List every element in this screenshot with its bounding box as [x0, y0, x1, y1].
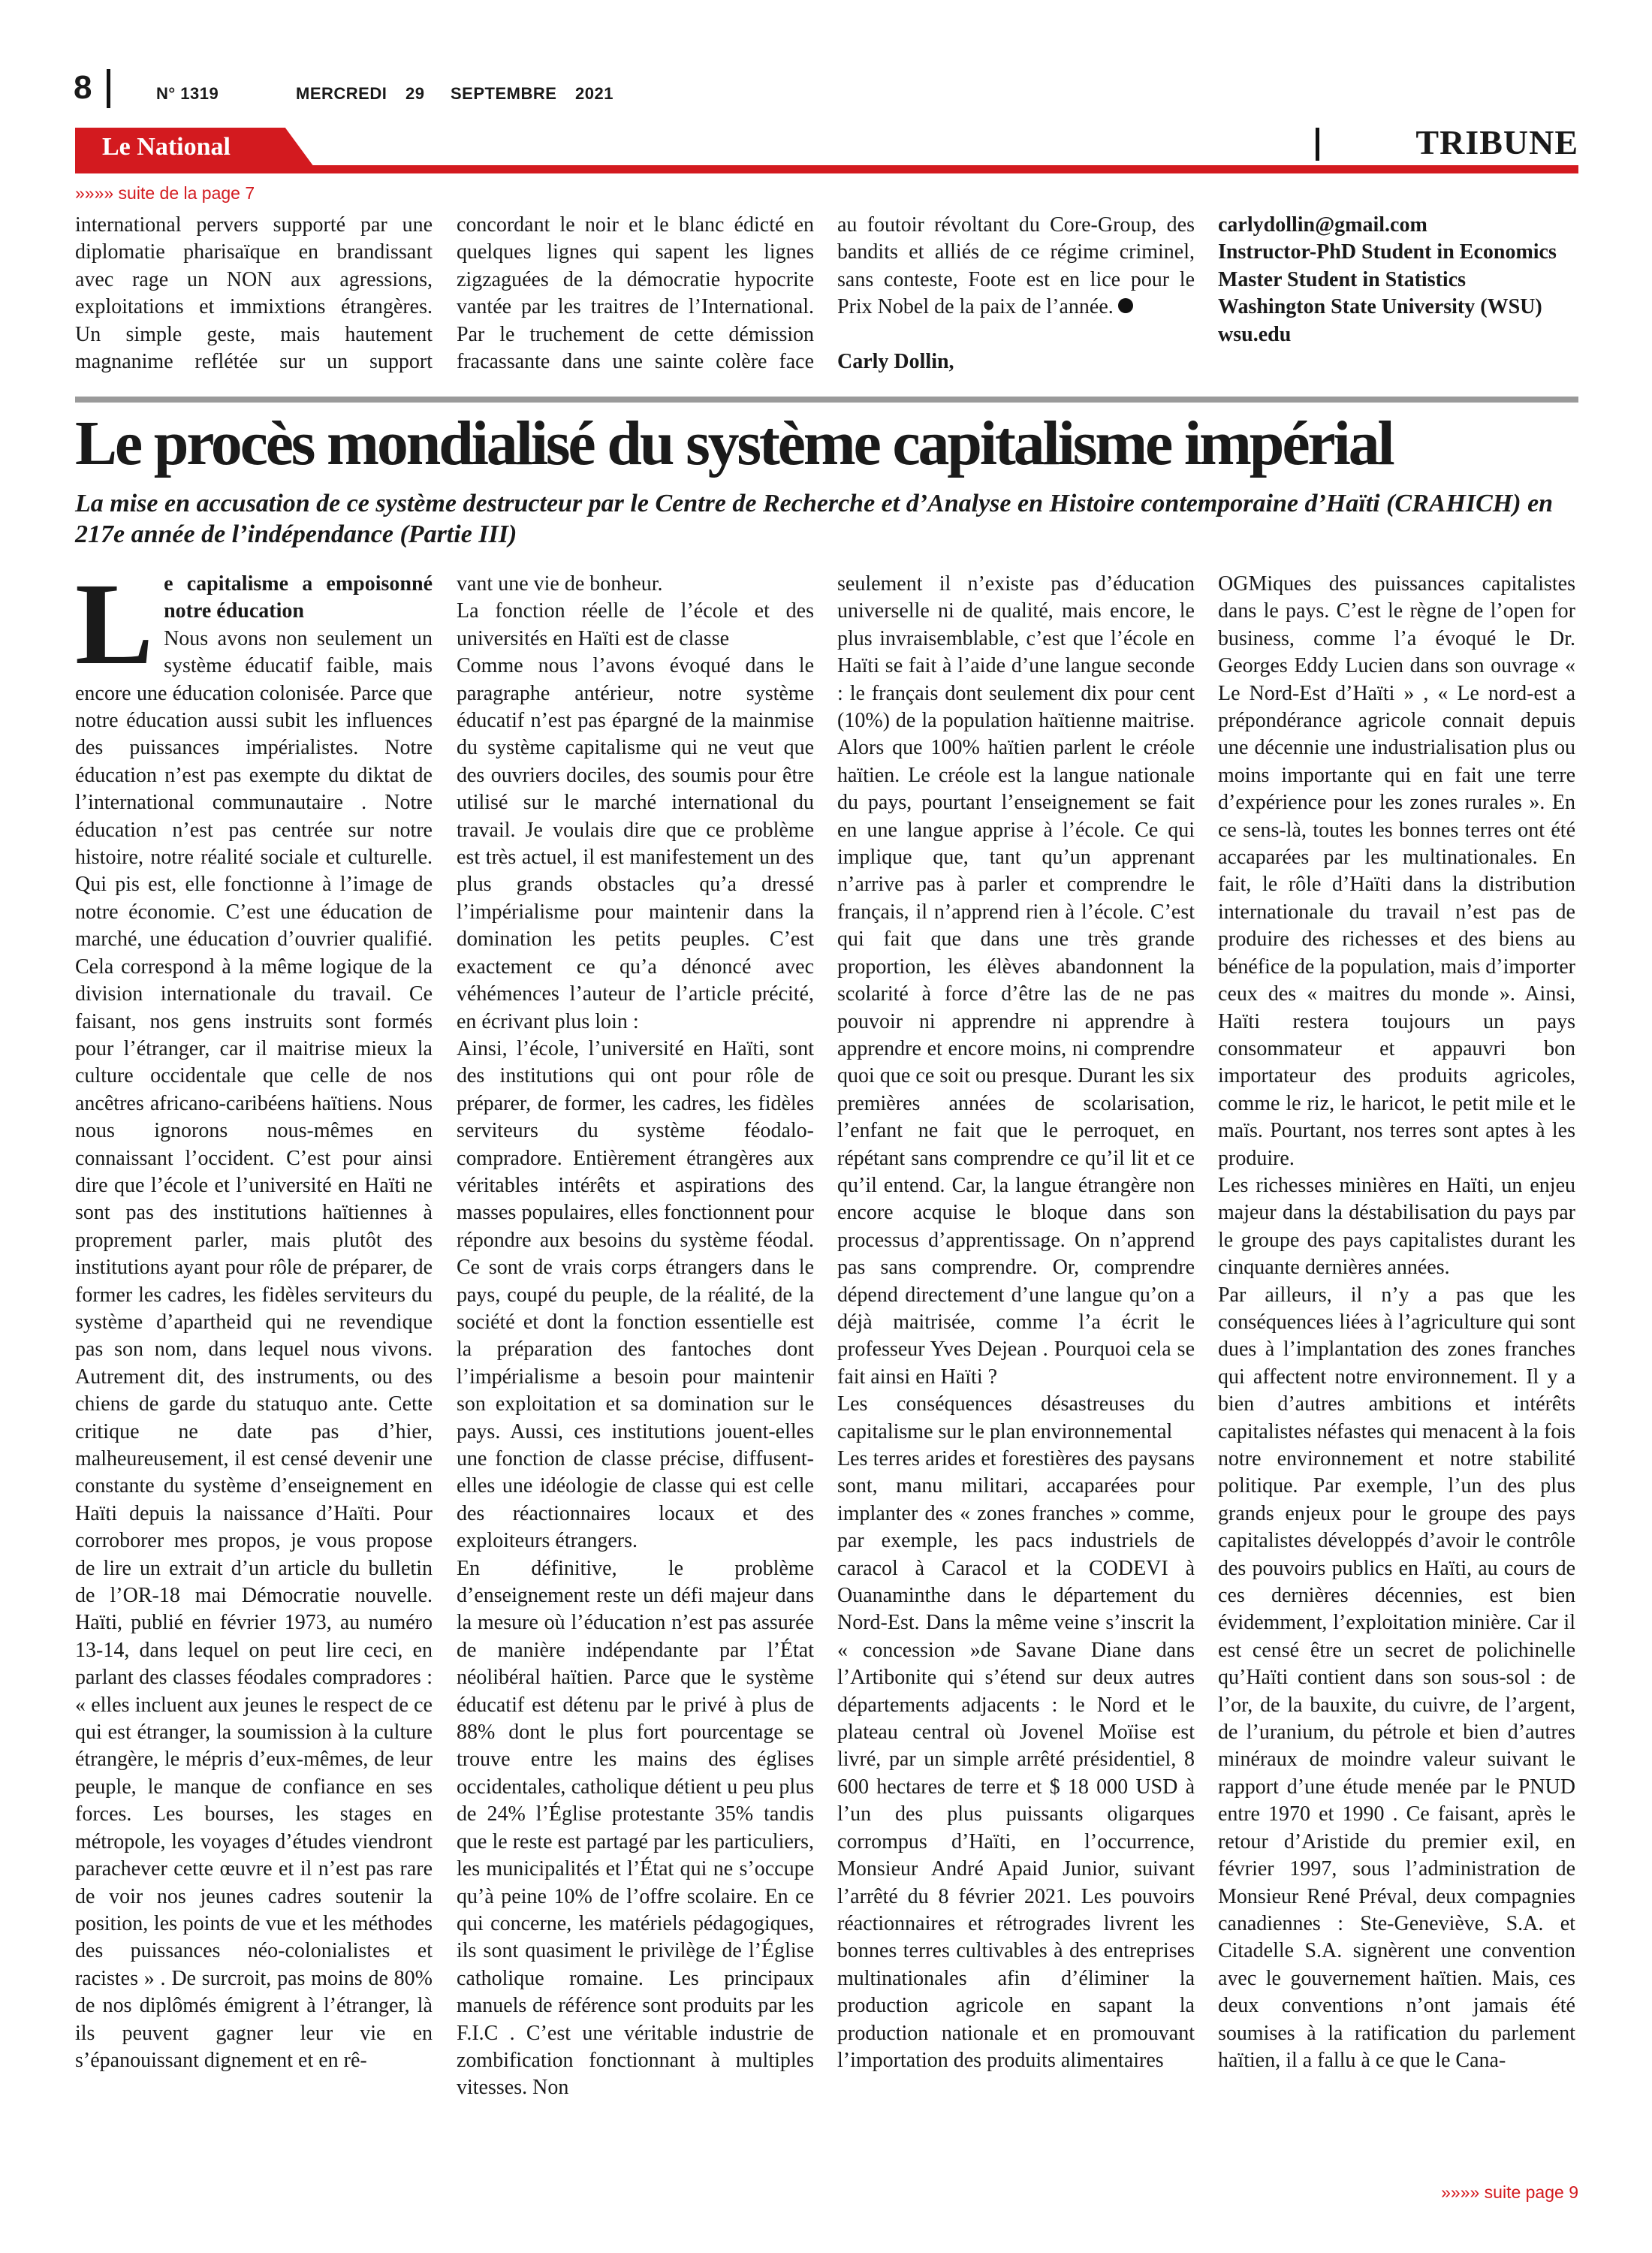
author-email[interactable]: carlydollin@gmail.com: [1218, 213, 1427, 237]
author-university: Washington State University (WSU): [1218, 295, 1542, 319]
paragraph: international pervers supporté par une diplomatie pharisaïque en brandissant avec rage un NON aux agressions, exploitations et immixtions étrangères. Un simple geste, mais hautement magnanime reflétée sur un support: [75, 213, 433, 374]
section-title: TRIBUNE: [1415, 123, 1578, 161]
article-subheadline: La mise en accusation de ce système destructeur par le Centre de Recherche et d’Analyse en Histoire contemporaine d’Haïti (CRAHICH) en 217e année de l’indépendance (Partie III): [75, 490, 1554, 548]
paragraph: vant une vie de bonheur.: [457, 572, 663, 596]
paragraph: Nous avons non seulement un système éducatif faible, mais encore une éducation colonisée. Parce que notre éducation aussi subit les influences des puissances impérialistes. Notre éducation n’est pas exempte du diktat de l’international communautaire . Notre éducation n’est pas centrée sur notre histoire, notre réalité sociale et culturelle. Qui pis est, elle fonctionne à l’image de notre économie. C’est une éducation de marché, une éducation d’ouvrier qualifié. Cela correspond à la même logique de la division internationale du travail. Ce faisant, nos gens instruits sont formés pour l’étranger, car il maitrise mieux la culture occidentale que celle de nos ancêtres africano-caribéens haïtiens. Nous nous ignorons nous-mêmes en connaissant l’occident. C’est pour ainsi dire que l’école et l’université en Haïti ne sont pas des institutions haïtiennes à proprement parler, mais plutôt des institutions ayant pour rôle de préparer, de former les cadres, les fidèles serviteurs du système d’apartheid qui ne revendique pas son nom, dans lequel nous vivons. Autrement dit, des instruments, ou des chiens de garde du statuquo ante. Cette critique ne date pas d’hier, malheureusement, il est censé devenir une constante du système d’enseignement en Haïti depuis la naissance d’Haïti. Pour corroborer mes propos, je vous propose de lire un extrait d’un article du bulletin de l’OR-18 mai Démocratie nouvelle. Haïti, publié en février 1973, au numéro 13-14, dans lequel on peut lire ceci, en parlant des classes féodales compradores : « elles incluent aux jeunes le respect de ce qui est étranger, la soumission à la culture étrangère, le mépris d’eux-mêmes, de leur peuple, le manque de confiance en ses forces. Les bourses, les stages en métropole, les voyages d’études viendront parachever cette œuvre et il n’est pas rare de voir nos jeunes cadres soutenir la position, les points de vue et les méthodes des puissances néo-colonialistes et racistes » . De surcroit, pas moins de 80% de nos diplômés émigrent à l’étranger, là ils peuvent gagner leur vie en s’épanouissant dignement et en rê-: [75, 626, 433, 2072]
author-title: Instructor-PhD Student in Economics: [1218, 240, 1557, 264]
section-heading: Les conséquences désastreuses du capitalisme sur le plan environnemental: [837, 1392, 1195, 1443]
author-website[interactable]: wsu.edu: [1218, 322, 1292, 346]
article-column-3: [837, 571, 1195, 2073]
continued-article-column-1: [75, 212, 433, 385]
section-heading: e capitalisme a empoisonné notre éducation: [164, 572, 433, 623]
article-column-2: [457, 571, 814, 2100]
paragraph: Par ailleurs, il n’y a pas que les conséquences liées à l’agriculture qui sont dues à l’implantation des zones franches qui affectent notre environnement. Il y a bien d’autres ambitions et intérêts capitalistes néfastes qui menacent à la fois notre environnement et notre stabilité politique. Par exemple, l’un des plus grands enjeux pour le groupe des pays capitalistes développés d’avoir le contrôle des pouvoirs publics en Haïti, au cours de ces dernières décennies, est bien évidemment, l’exploitation minière. Car il est censé être un secret de polichinelle qu’Haïti contient dans son sous-sol : de l’or, de la bauxite, du cuivre, de l’argent, de l’uranium, du pétrole et bien d’autres minéraux de moindre valeur suivant le rapport d’une étude menée par le PNUD entre 1970 et 1990 . Ce faisant, après le retour d’Aristide du premier exil, en février 1997, sous l’administration de Monsieur René Préval, deux compagnies canadiennes : Ste-Geneviève, S.A. et Citadelle S.A. signèrent une convention avec le gouvernement haïtien. Mais, ces deux conventions n’ont jamais été soumises à la ratification du parlement haïtien, il a fallu à ce que le Cana-: [1218, 1283, 1575, 2072]
continued-article-column-2: [457, 212, 814, 385]
paragraph: OGMiques des puissances capitalistes dans le pays. C’est le règne de l’open for business, comme l’a évoqué le Dr. Georges Eddy Lucien dans son ouvrage « Le Nord-Est d’Haïti » , « Le nord-est a prépondérance agricole connait depuis une décennie une industrialisation plus ou moins importante qui en fait une terre d’expérience pour les zones rurales ». En ce sens-là, toutes les bonnes terres ont été accaparées par les multinationales. En fait, le rôle d’Haïti dans la distribution internationale du travail n’est pas de produire des richesses et des biens au bénéfice de la population, mais d’importer ceux des « maitres du monde ». Ainsi, Haïti restera toujours un pays consommateur et appauvri bon importateur des produits agricoles, comme le riz, le haricot, le petit mile et le maïs. Pourtant, nos terres sont aptes à les produire.: [1218, 572, 1575, 1170]
drop-cap: L: [75, 559, 154, 689]
paragraph: Ainsi, l’école, l’université en Haïti, sont des institutions qui ont pour rôle de préparer, de former, les cadres, les fidèles serviteurs du système féodalo-compradore. Entièrement étrangères aux véritables intérêts et aspirations des masses populaires, elles fonctionnent pour répondre aux besoins du système féodal. Ce sont de vrais corps étrangers dans le pays, coupé du peuple, de la réalité, de la société et dont la fonction essentielle est la préparation des fantoches dont l’impérialisme a besoin pour maintenir son exploitation et sa domination sur le pays. Aussi, ces institutions jouent-elles une fonction de classe précise, diffusent-elles une idéologie de classe qui est celle des réactionnaires locaux et des exploiteurs étrangers.: [457, 1036, 814, 1553]
continued-to-link[interactable]: »»»» suite page 9: [1441, 2182, 1578, 2202]
issue-month: SEPTEMBRE: [451, 84, 557, 103]
section-heading: La fonction réelle de l’école et des universités en Haïti est de classe: [457, 599, 814, 650]
paragraph: [837, 212, 1195, 321]
article-headline: Le procès mondialisé du système capitalisme impérial: [75, 409, 1393, 478]
article-column-4: [1218, 571, 1575, 2073]
author-info: [1218, 212, 1575, 385]
page-number: 8: [74, 69, 92, 106]
paragraph: Les terres arides et forestières des paysans sont, manu militari, accaparées pour implanter des « zones franches » comme, par exemple, les pacs industriels de caracol à Caracol et la CODEVI à Ouanaminthe dans le département du Nord-Est. Dans la même veine s’inscrit la « concession »de Savane Diane dans l’Artibonite qui s’étend sur deux autres départements adjacents : le Nord et le plateau central où Jovenel Moïise est livré, par un simple arrêté présidentiel, 8 600 hectares de terre et $ 18 000 USD à l’un des plus puissants oligarques corrompus d’Haïti, en l’occurrence, Monsieur André Apaid Junior, suivant l’arrêté du 8 février 2021. Les pouvoirs réactionnaires et rétrogrades livrent les bonnes terres cultivables à des entreprises multinationales afin d’éliminer la production agricole en sapant la production nationale et en promouvant l’importation des produits alimentaires: [837, 1447, 1195, 2072]
author-degree: Master Student in Statistics: [1218, 267, 1467, 291]
author-signature: Carly Dollin,: [837, 349, 954, 373]
header-rule: [75, 165, 1578, 173]
issue-year: 2021: [575, 84, 613, 103]
issue-weekday: MERCREDI: [296, 84, 387, 103]
paragraph-text: au foutoir révoltant du Core-Group, des bandits et alliés de ce régime criminel, sans conteste, Foote est en lice pour le Prix Nobel de la paix de l’année.: [837, 213, 1195, 319]
article-divider: [75, 397, 1578, 403]
section-heading: Les richesses minières en Haïti, un enjeu majeur dans la déstabilisation du pays par le groupe des pays capitalistes durant les cinquante dernières années.: [1218, 1173, 1575, 1280]
article-column-1: [75, 559, 433, 2073]
publication-name: Le National: [102, 133, 231, 161]
paragraph: concordant le noir et le blanc édicté en quelques lignes qui sapent les lignes zigzaguées de la démocratie hypocrite vantée par les traitres de l’International. Par le truchement de cette démission fracassante dans une sainte colère face: [457, 213, 814, 374]
continued-from-link[interactable]: »»»» suite de la page 7: [75, 183, 255, 203]
page-number-divider: [107, 69, 110, 108]
continued-article-column-3: [837, 212, 1195, 385]
issue-number: N° 1319: [156, 84, 219, 103]
paragraph: En définitive, le problème d’enseignement reste un défi majeur dans la mesure où l’éducation n’est pas assurée de manière indépendante par l’État néolibéral haïtien. Parce que le système éducatif est détenu par le privé à plus de 88% dont le plus fort pourcentage se trouve entre les mains des églises occidentales, catholique détient u peu plus de 24% l’Église protestante 35% tandis que le reste est partagé par les particuliers, les municipalités et l’État qui ne s’occupe qu’à peine 10% de l’offre scolaire. En ce qui concerne, les matériels pédagogiques, ils sont quasiment le privilège de l’Église catholique romaine. Les principaux manuels de référence sont produits par les F.I.C . C’est une véritable industrie de zombification fonctionnant à multiples vitesses. Non: [457, 1556, 814, 2100]
paragraph: seulement il n’existe pas d’éducation universelle ni de qualité, mais encore, le plus invraisemblable, c’est que l’école en Haïti se fait à l’aide d’une langue seconde : le français dont seulement dix pour cent (10%) de la population haïtienne maitrise. Alors que 100% haïtien parlent le créole haïtien. Le créole est la langue nationale du pays, pourtant l’enseignement se fait en une langue apprise à l’école. Ce qui implique que, tant qu’un apprenant n’arrive pas à parler et comprendre le français, il n’apprend rien à l’école. C’est qui fait que dans une très grande proportion, les élèves abandonnent la scolarité à force d’être las de ne pas pouvoir ni apprendre ni apprendre à apprendre et encore moins, ni comprendre quoi que ce soit ou presque. Durant les six premières années de scolarisation, l’enfant ne fait que le perroquet, en répétant sans comprendre ce qu’il lit et ce qu’il entend. Car, la langue étrangère non encore acquise le bloque dans son processus d’apprentissage. On n’apprend pas sans comprendre. Or, comprendre dépend directement d’une langue qu’on a déjà maitrisée, comme l’a écrit le professeur Yves Dejean . Pourquoi cela se fait ainsi en Haïti ?: [837, 572, 1195, 1389]
section-divider: [1316, 128, 1319, 161]
issue-day: 29: [405, 84, 425, 103]
paragraph: Comme nous l’avons évoqué dans le paragraphe antérieur, notre système éducatif n’est pas épargné de la mainmise du système capitalisme qui ne veut que des ouvriers dociles, des soumis pour être utilisé sur le marché international du travail. Je voulais dire que ce problème est très actuel, il est manifestement un des plus grands obstacles qu’a dressé l’impérialisme pour maintenir dans la domination les petits peuples. C’est exactement ce qu’a dénoncé avec véhémences l’auteur de l’article précité, en écrivant plus loin :: [457, 654, 814, 1033]
end-of-article-icon: [1118, 298, 1133, 313]
